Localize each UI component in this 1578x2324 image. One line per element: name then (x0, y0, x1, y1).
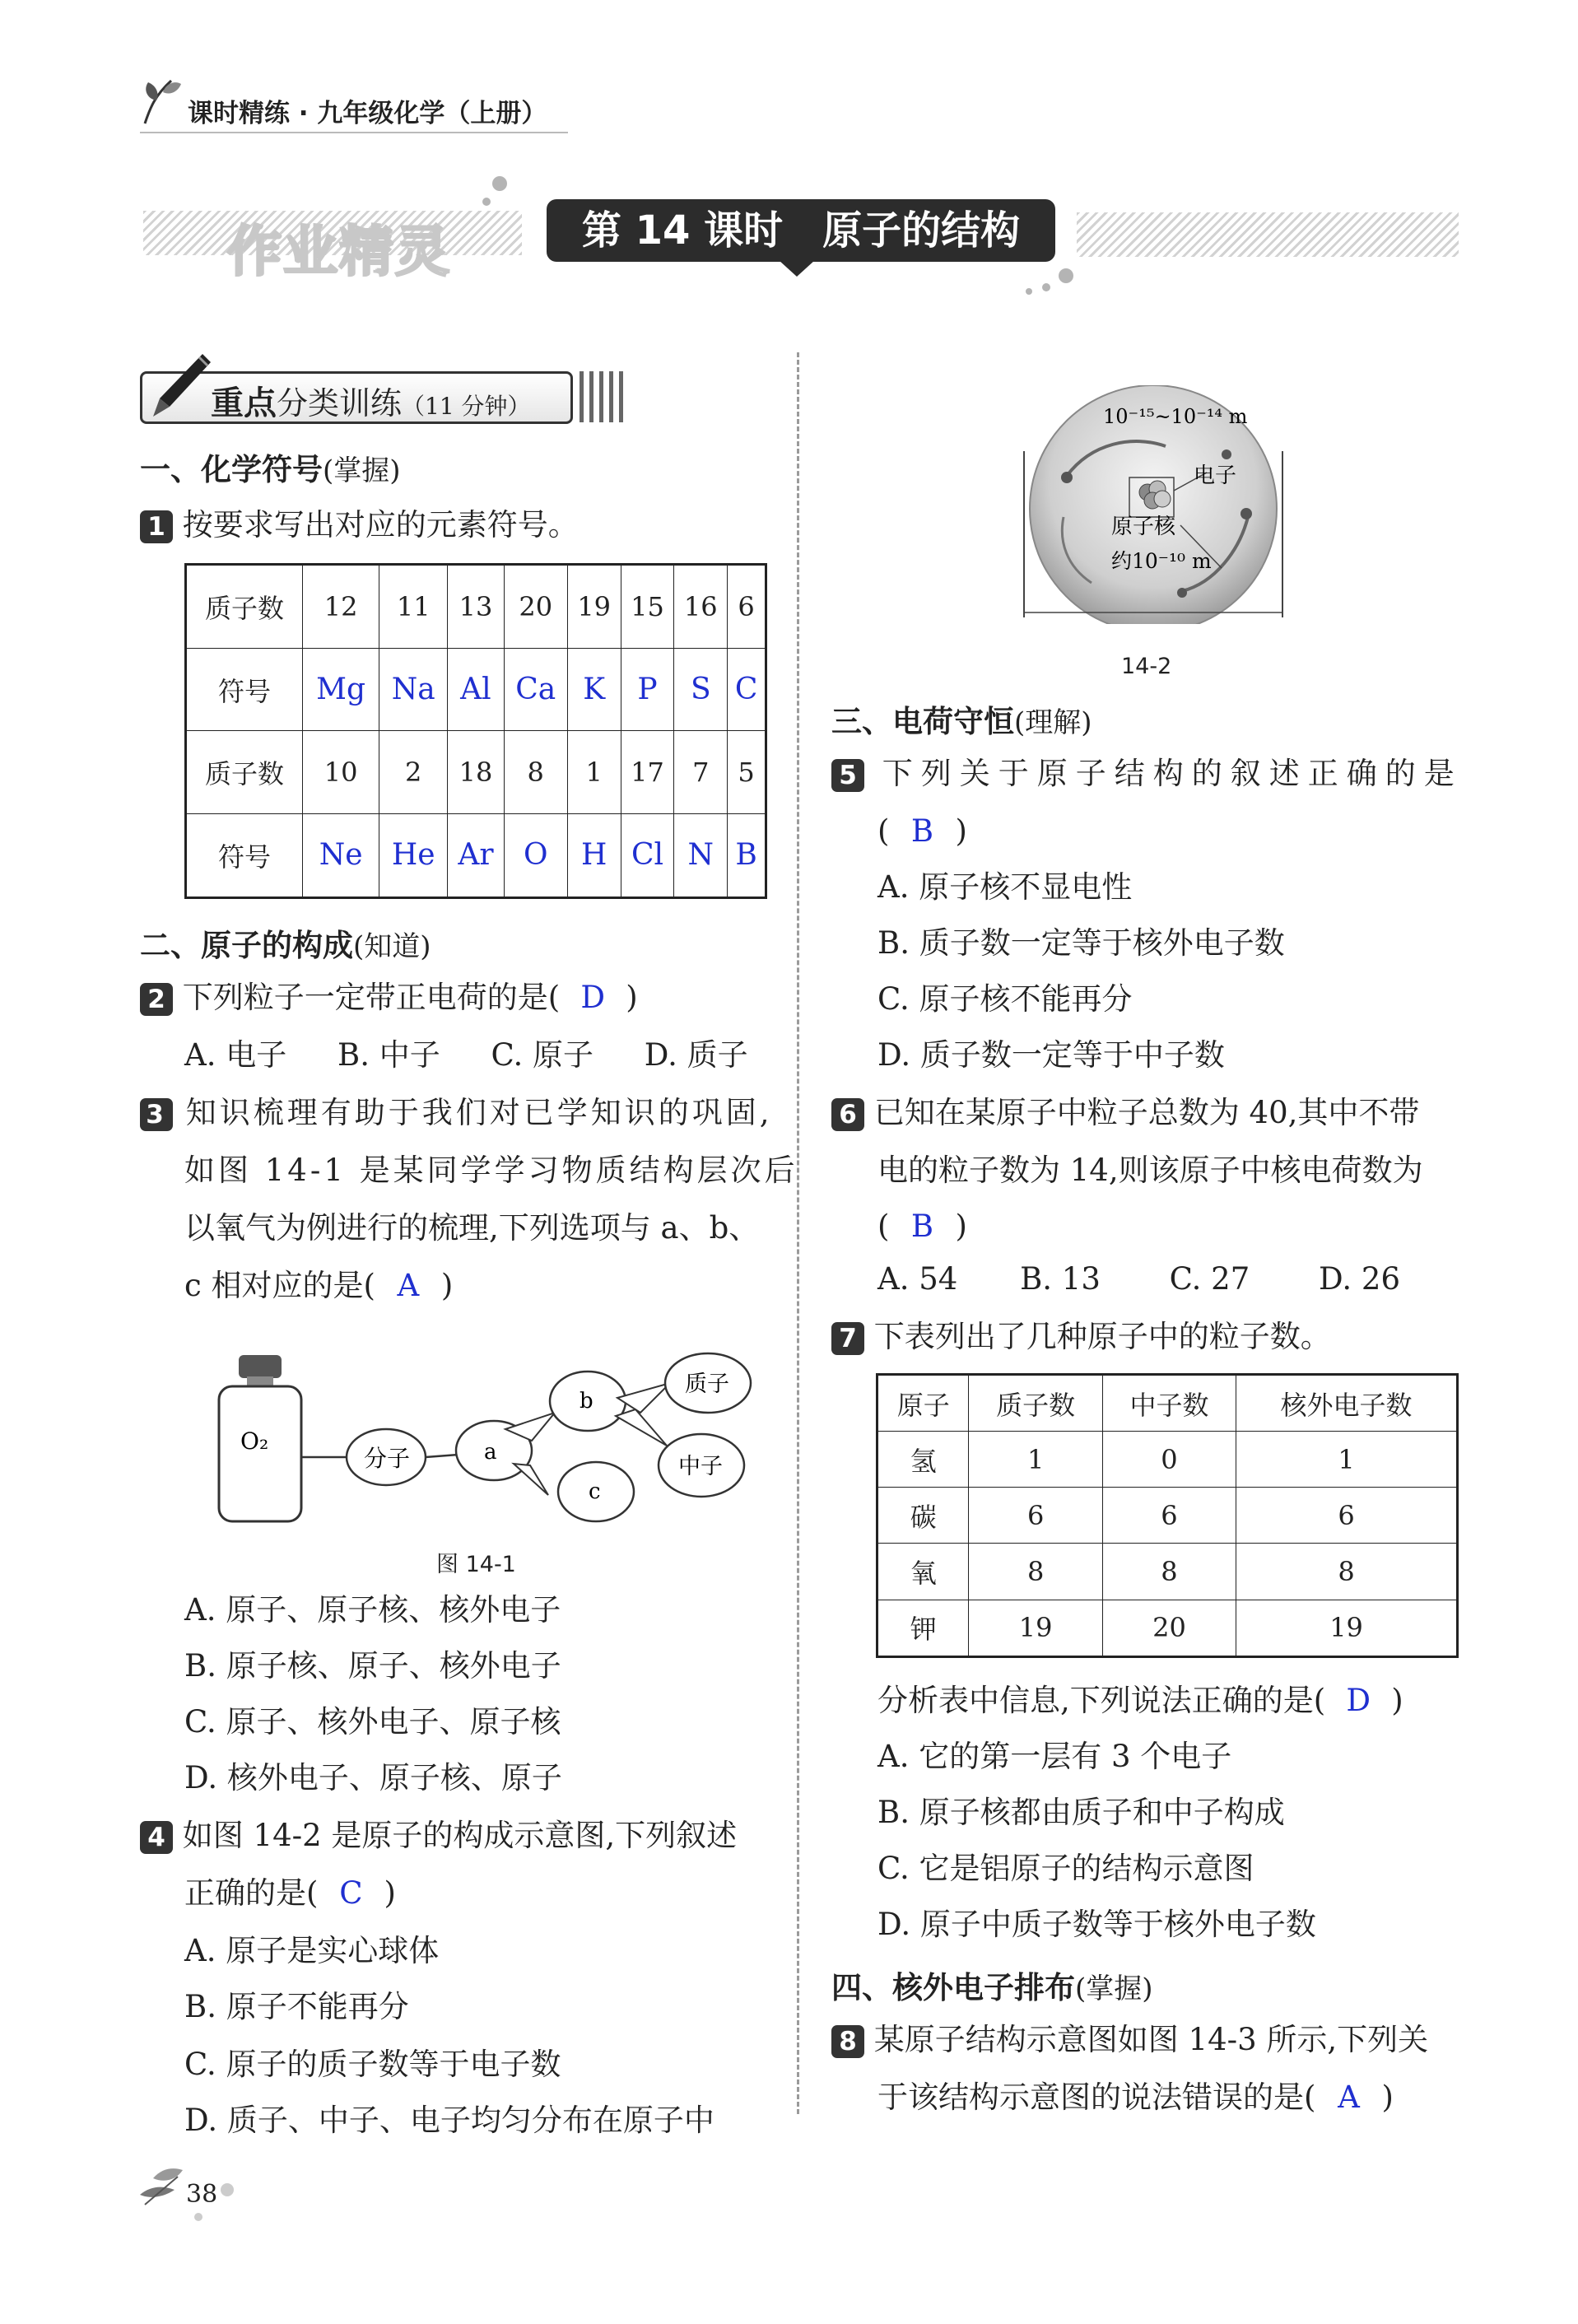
question-6-line-2: 电的粒子数为 14,则该原子中核电荷数为 (877, 1153, 1423, 1188)
table-cell: 17 (621, 731, 674, 813)
table-cell: 1 (1236, 1432, 1458, 1488)
table-cell: 8 (969, 1544, 1102, 1600)
question-4-option-a: A. 原子是实心球体 (184, 1933, 440, 1968)
table-row (186, 565, 766, 649)
option-b: B. 中子 (337, 1037, 440, 1073)
table-header-proton: 质子数 (186, 565, 303, 649)
question-6 (831, 1093, 1419, 1133)
question-7-stem (877, 1681, 1403, 1721)
question-number: 7 (831, 1322, 864, 1355)
table-cell: 18 (448, 731, 505, 813)
table-cell: 19 (567, 565, 621, 649)
answer-symbol: Mg (303, 649, 379, 731)
node-b: b (580, 1389, 593, 1413)
question-3-line-4 (184, 1266, 453, 1306)
section-bar-stripes (580, 371, 627, 422)
part-1-tag: (掌握) (323, 454, 401, 487)
question-7-option-d: D. 原子中质子数等于核外电子数 (877, 1907, 1316, 1942)
table-cell: 10 (303, 731, 379, 813)
decor-dot (1042, 283, 1050, 291)
answer-symbol: H (567, 813, 621, 897)
option-a: A. 54 (877, 1261, 958, 1297)
question-5-close: ) (955, 813, 967, 849)
question-2-answer: D (580, 980, 606, 1015)
question-3-answer: A (397, 1268, 420, 1303)
section-label (211, 377, 531, 424)
table-cell: 19 (1236, 1600, 1458, 1656)
answer-symbol: Na (379, 649, 448, 731)
answer-symbol: He (379, 813, 448, 897)
question-5-open: ( (877, 813, 890, 849)
answer-symbol: Ne (303, 813, 379, 897)
question-8-line-2 (877, 2078, 1394, 2117)
question-6-options (877, 1260, 1400, 1299)
table-cell: 20 (504, 565, 567, 649)
question-3-stem-end: c 相对应的是( (184, 1268, 375, 1303)
question-3-option-c: C. 原子、核外电子、原子核 (184, 1704, 561, 1740)
node-a: a (484, 1440, 497, 1465)
question-6-answer: B (910, 1209, 934, 1244)
question-number: 8 (831, 2025, 864, 2058)
answer-symbol: P (621, 649, 674, 731)
question-7-stem-text: 分析表中信息,下列说法正确的是( (877, 1683, 1326, 1718)
nucleus-size-label: 10⁻¹⁵~10⁻¹⁴ m (1103, 405, 1248, 428)
figure-14-2-atom (1017, 385, 1289, 624)
question-5-option-a: A. 原子核不显电性 (877, 869, 1133, 905)
header-divider (140, 132, 568, 133)
question-7-option-a: A. 它的第一层有 3 个电子 (877, 1739, 1232, 1774)
table-cell: 6 (728, 565, 766, 649)
question-7-option-c: C. 它是铝原子的结构示意图 (877, 1851, 1254, 1886)
table-cell: 8 (504, 731, 567, 813)
question-4-line-2 (184, 1874, 396, 1913)
table-cell: 11 (379, 565, 448, 649)
question-2-options (184, 1036, 748, 1075)
section-label-rest: 分类训练 (277, 385, 403, 421)
watermark-text: 作业精灵 (227, 220, 451, 283)
answer-symbol: S (674, 649, 728, 731)
part-2-title: 二、原子的构成 (140, 927, 353, 963)
question-7-close: ) (1391, 1683, 1403, 1718)
book-title: 课时精练 · 九年级化学（上册） (188, 99, 547, 128)
table-row (186, 649, 766, 731)
question-7-text: 下表列出了几种原子中的粒子数。 (873, 1319, 1331, 1354)
answer-symbol: C (728, 649, 766, 731)
option-c: C. 27 (1169, 1261, 1250, 1297)
answer-symbol: B (728, 813, 766, 897)
question-1 (140, 505, 579, 545)
section-label-bold: 重点 (211, 384, 277, 422)
question-number: 2 (140, 983, 173, 1016)
table-header: 原子 (877, 1375, 969, 1432)
decor-dot (1026, 288, 1032, 295)
question-1-text: 按要求写出对应的元素符号。 (182, 507, 579, 543)
table-header: 中子数 (1102, 1375, 1236, 1432)
question-2-close: ) (626, 980, 638, 1015)
question-5-line-1: 下列关于原子结构的叙述正确的是 (882, 756, 1463, 791)
question-3-option-a: A. 原子、原子核、核外电子 (184, 1592, 561, 1628)
table-row (877, 1544, 1458, 1600)
part-3-heading (831, 696, 1092, 741)
question-3-option-d: D. 核外电子、原子核、原子 (184, 1760, 562, 1795)
question-2 (140, 978, 638, 1018)
leaf-decoration-icon (137, 2162, 191, 2211)
column-divider (797, 352, 799, 2114)
particle-count-table (876, 1373, 1459, 1658)
question-4-stem-end: 正确的是( (184, 1875, 319, 1911)
neutron-label: 中子 (678, 1454, 723, 1479)
option-b: B. 13 (1020, 1261, 1101, 1297)
question-3-line-1: 知识梳理有助于我们对已学知识的巩固, (185, 1095, 773, 1130)
answer-symbol: K (567, 649, 621, 731)
table-cell: 6 (1236, 1488, 1458, 1544)
question-number: 6 (831, 1098, 864, 1131)
table-header-symbol: 符号 (186, 813, 303, 897)
figure-14-1-caption: 图 14-1 (436, 1552, 516, 1577)
table-cell: 15 (621, 565, 674, 649)
question-4-line-1: 如图 14-2 是原子的构成示意图,下列叙述 (182, 1818, 738, 1853)
lesson-title: 第 14 课时 原子的结构 (547, 199, 1055, 262)
table-cell: 12 (303, 565, 379, 649)
decor-dot (194, 2213, 202, 2221)
question-6-answer-line (877, 1207, 967, 1246)
question-3-close: ) (440, 1268, 454, 1303)
option-d: D. 26 (1319, 1261, 1400, 1297)
table-header-row (877, 1375, 1458, 1432)
question-8-answer: A (1338, 2079, 1360, 2115)
question-4 (140, 1816, 737, 1856)
question-5-answer: B (910, 813, 934, 849)
table-cell: 13 (448, 565, 505, 649)
table-header: 核外电子数 (1236, 1375, 1458, 1432)
question-7 (831, 1317, 1331, 1357)
table-cell: 2 (379, 731, 448, 813)
question-8 (831, 2020, 1428, 2060)
table-cell: 6 (969, 1488, 1102, 1544)
pen-icon (145, 349, 214, 423)
part-2-heading (140, 920, 431, 965)
answer-symbol: O (504, 813, 567, 897)
proton-label: 质子 (685, 1372, 729, 1397)
part-3-tag: (理解) (1014, 706, 1092, 739)
option-a: A. 电子 (184, 1037, 287, 1073)
question-3 (140, 1093, 773, 1133)
part-4-title: 四、核外电子排布 (831, 1969, 1075, 2005)
question-number: 1 (140, 510, 173, 543)
table-cell: 碳 (877, 1488, 969, 1544)
table-cell: 8 (1236, 1544, 1458, 1600)
atom-size-label: 约10⁻¹⁰ m (1111, 549, 1212, 573)
node-c: c (589, 1479, 601, 1504)
o2-label: O₂ (240, 1427, 269, 1455)
table-row (186, 731, 766, 813)
question-number: 4 (140, 1821, 173, 1854)
part-2-tag: (知道) (353, 930, 431, 963)
table-cell: 5 (728, 731, 766, 813)
question-4-option-c: C. 原子的质子数等于电子数 (184, 2047, 561, 2082)
part-4-heading (831, 1963, 1153, 2007)
element-symbol-table (184, 563, 767, 899)
question-4-answer: C (339, 1875, 363, 1911)
table-cell: 6 (1102, 1488, 1236, 1544)
question-5 (831, 754, 1463, 794)
part-1-title: 一、化学符号 (140, 451, 323, 487)
decor-dot (482, 198, 491, 206)
part-4-tag: (掌握) (1075, 1972, 1153, 2005)
section-time: （11 分钟） (402, 393, 531, 420)
table-cell: 0 (1102, 1432, 1236, 1488)
question-4-option-d: D. 质子、中子、电子均匀分布在原子中 (184, 2103, 715, 2138)
table-cell: 钾 (877, 1600, 969, 1656)
question-7-option-b: B. 原子核都由质子和中子构成 (877, 1795, 1285, 1830)
question-3-option-b: B. 原子核、原子、核外电子 (184, 1648, 561, 1684)
table-header-symbol: 符号 (186, 649, 303, 731)
figure-14-2-caption: 14-2 (1121, 654, 1172, 679)
decor-dot (492, 176, 507, 191)
table-row (877, 1432, 1458, 1488)
answer-symbol: Ca (504, 649, 567, 731)
option-d: D. 质子 (644, 1037, 748, 1073)
part-1-heading (140, 445, 401, 489)
question-6-close: ) (955, 1209, 967, 1244)
question-5-option-b: B. 质子数一定等于核外电子数 (877, 925, 1285, 961)
banner-stripes-right (1077, 212, 1459, 257)
answer-symbol: Al (448, 649, 505, 731)
table-cell: 8 (1102, 1544, 1236, 1600)
question-4-option-b: B. 原子不能再分 (184, 1989, 409, 2024)
table-row (877, 1600, 1458, 1656)
table-header-proton: 质子数 (186, 731, 303, 813)
table-cell: 氢 (877, 1432, 969, 1488)
molecule-label: 分子 (364, 1445, 411, 1472)
page-number: 38 (186, 2180, 218, 2209)
table-header: 质子数 (969, 1375, 1102, 1432)
question-5-answer-line (877, 812, 967, 851)
question-6-line-1: 已知在某原子中粒子总数为 40,其中不带 (873, 1095, 1420, 1130)
table-cell: 7 (674, 731, 728, 813)
table-row (186, 813, 766, 897)
answer-symbol: Ar (448, 813, 505, 897)
question-number: 5 (831, 759, 864, 792)
question-8-close: ) (1381, 2079, 1394, 2115)
lesson-title-pointer (779, 260, 815, 277)
figure-14-1 (209, 1350, 752, 1531)
question-8-stem-end: 于该结构示意图的说法错误的是( (877, 2079, 1316, 2115)
answer-symbol: N (674, 813, 728, 897)
question-number: 3 (140, 1098, 173, 1131)
question-2-stem: 下列粒子一定带正电荷的是( (182, 980, 561, 1015)
question-8-line-1: 某原子结构示意图如图 14-3 所示,下列关 (873, 2022, 1429, 2057)
table-cell: 1 (969, 1432, 1102, 1488)
decor-dot (1059, 268, 1073, 283)
part-3-title: 三、电荷守恒 (831, 703, 1014, 739)
leaf-logo-icon (138, 76, 186, 127)
table-cell: 20 (1102, 1600, 1236, 1656)
question-3-line-2: 如图 14-1 是某同学学习物质结构层次后 (184, 1153, 798, 1188)
table-cell: 氧 (877, 1544, 969, 1600)
question-4-close: ) (384, 1875, 396, 1911)
table-row (877, 1488, 1458, 1544)
table-cell: 16 (674, 565, 728, 649)
option-c: C. 原子 (491, 1037, 594, 1073)
question-5-option-c: C. 原子核不能再分 (877, 981, 1133, 1017)
question-7-answer: D (1346, 1683, 1371, 1718)
question-6-open: ( (877, 1209, 890, 1244)
table-cell: 1 (567, 731, 621, 813)
question-5-option-d: D. 质子数一定等于中子数 (877, 1037, 1225, 1073)
question-3-line-3: 以氧气为例进行的梳理,下列选项与 a、b、 (184, 1210, 760, 1246)
decor-dot (221, 2183, 234, 2196)
nucleus-label: 原子核 (1111, 515, 1176, 539)
table-cell: 19 (969, 1600, 1102, 1656)
electron-label: 电子 (1194, 463, 1237, 488)
answer-symbol: Cl (621, 813, 674, 897)
